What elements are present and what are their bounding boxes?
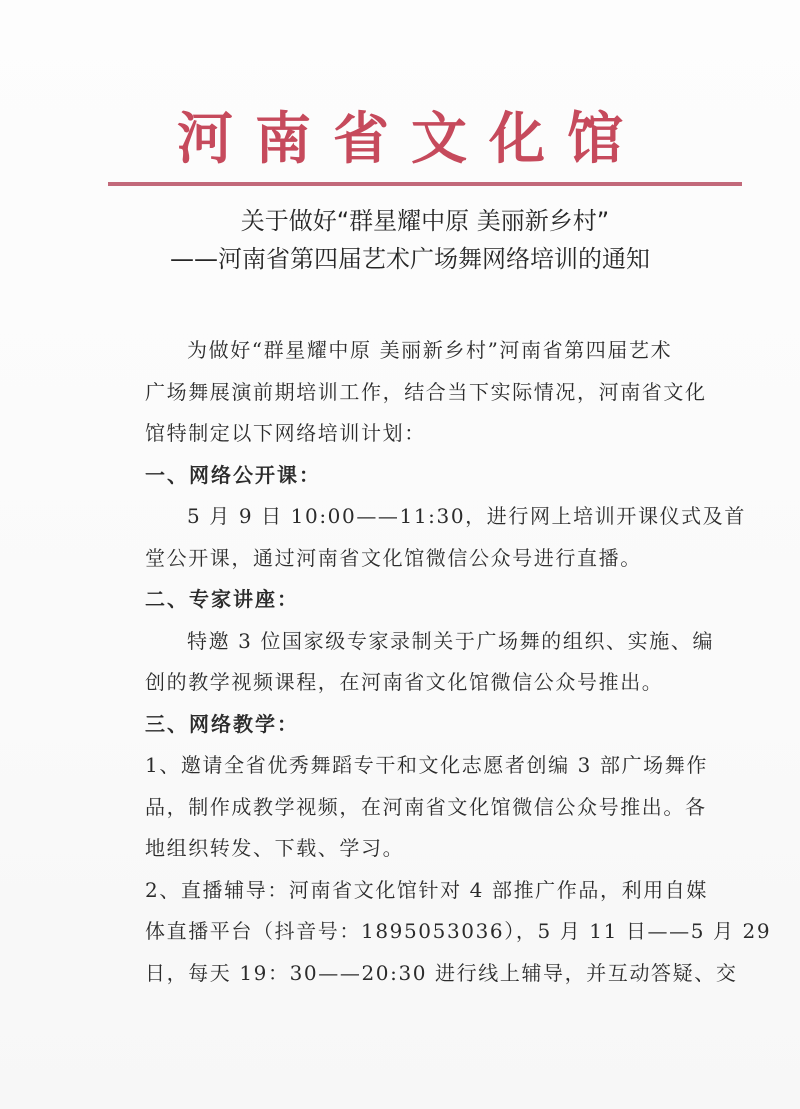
section3-item2-line-2: 体直播平台（抖音号：1895053036），5 月 11 日——5 月 29: [145, 919, 772, 943]
notice-title-line1: 关于做好“群星耀中原 美丽新乡村”: [240, 207, 610, 235]
section2-line-1: 特邀 3 位国家级专家录制关于广场舞的组织、实施、编: [187, 628, 715, 653]
section2-line-2: 创的教学视频课程，在河南省文化馆微信公众号推出。: [145, 670, 664, 694]
section1-line-1: 5 月 9 日 10:00——11:30，进行网上培训开课仪式及首: [187, 504, 746, 528]
letterhead-red-rule: [108, 182, 742, 186]
section3-item1-line-1: 1、邀请全省优秀舞蹈专干和文化志愿者创编 3 部广场舞作: [145, 753, 708, 777]
section2-heading: 二、专家讲座：: [145, 587, 299, 611]
section3-heading: 三、网络教学：: [145, 711, 299, 736]
section1-line-2: 堂公开课，通过河南省文化馆微信公众号进行直播。: [145, 545, 642, 570]
intro-line-3: 馆特制定以下网络培训计划：: [145, 421, 426, 445]
intro-line-1: 为做好“群星耀中原 美丽新乡村”河南省第四届艺术: [187, 338, 673, 362]
section3-item1-line-2: 品，制作成教学视频，在河南省文化馆微信公众号推出。各: [145, 794, 707, 819]
notice-body: [145, 330, 772, 994]
notice-title-line2: ——河南省第四届艺术广场舞网络培训的通知: [170, 245, 650, 273]
section3-item1-line-3: 地组织转发、下载、学习。: [145, 836, 405, 860]
section3-item2-line-3: 日，每天 19：30——20:30 进行线上辅导，并互动答疑、交: [145, 960, 738, 985]
letterhead-org-name: 河南省文化馆: [177, 106, 645, 172]
section3-item2-line-1: 2、直播辅导：河南省文化馆针对 4 部推广作品，利用自媒: [145, 877, 708, 902]
intro-line-2: 广场舞展演前期培训工作，结合当下实际情况，河南省文化: [145, 379, 707, 404]
section1-heading: 一、网络公开课：: [145, 462, 321, 487]
